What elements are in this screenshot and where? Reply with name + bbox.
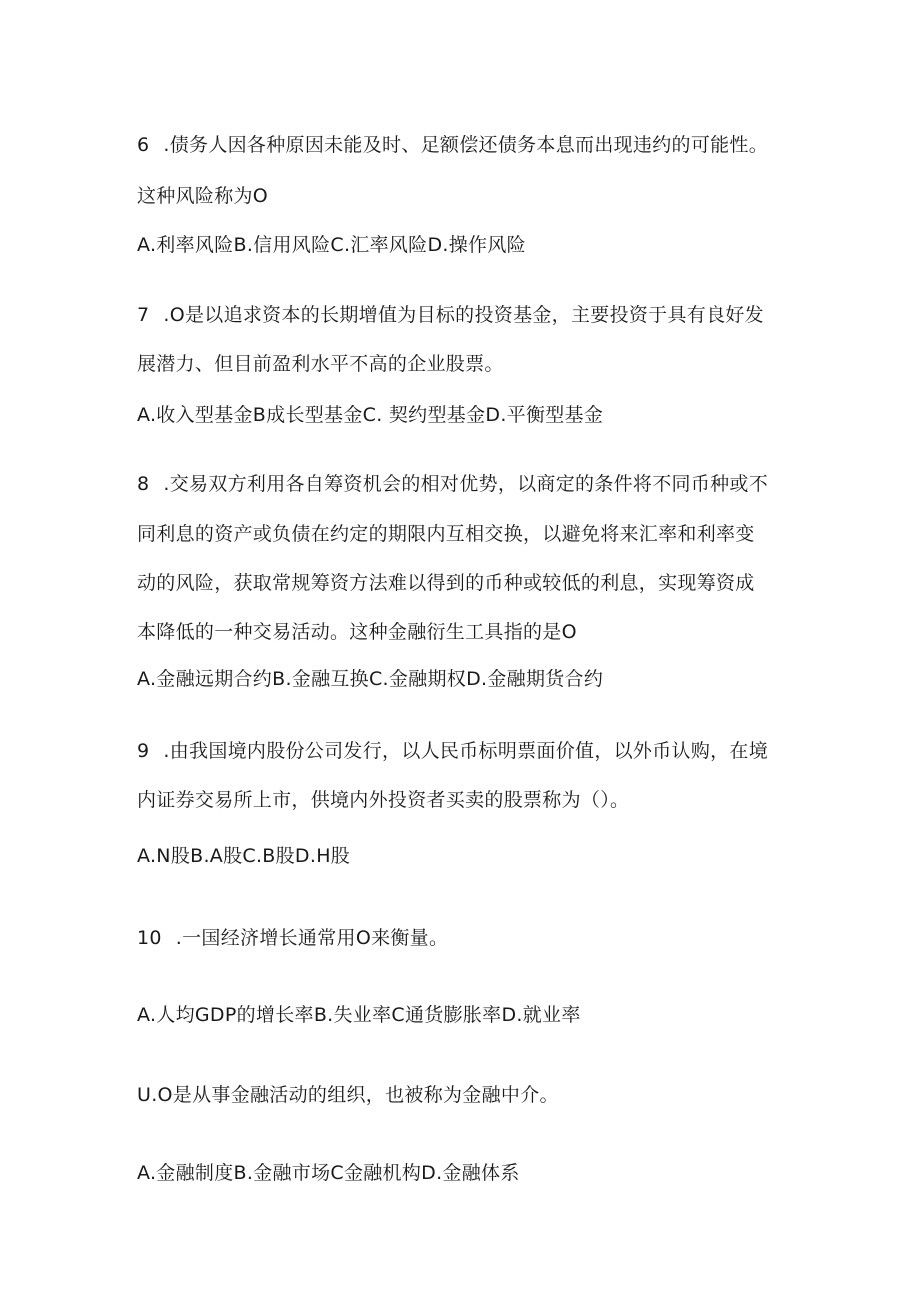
question-8-line-2: 同利息的资产或负债在约定的期限内互相交换，以避免将来汇率和利率变 — [137, 523, 755, 545]
question-text: .债务人因各种原因未能及时、足额偿还债务本息而出现违约的可能性。 — [163, 134, 769, 156]
question-7-options: A.收入型基金B成长型基金C. 契约型基金D.平衡型基金 — [137, 404, 604, 426]
question-8-line-4: 本降低的一种交易活动。这种金融衍生工具指的是O — [137, 621, 577, 643]
question-number: 6 — [137, 134, 150, 156]
question-8-options: A.金融远期合约B.金融互换C.金融期权D.金融期货合约 — [137, 668, 604, 690]
question-text: .由我国境内股份公司发行，以人民币标明票面价值，以外币认购，在境 — [163, 740, 769, 762]
question-text: .O是以追求资本的长期增值为目标的投资基金，主要投资于具有良好发 — [163, 304, 764, 326]
question-10-options: A.人均GDP的增长率B.失业率C通货膨胀率D.就业率 — [137, 1004, 581, 1026]
question-text: .交易双方利用各自筹资机会的相对优势，以商定的条件将不同币种或不 — [163, 473, 769, 495]
question-6-line-2: 这种风险称为O — [137, 185, 269, 207]
question-text: .一国经济增长通常用O来衡量。 — [175, 927, 449, 949]
question-number: 10 — [137, 927, 162, 949]
question-7-line-2: 展潜力、但目前盈利水平不高的企业股票。 — [137, 353, 504, 375]
question-7-line-1 — [137, 302, 764, 328]
question-10-line-1 — [137, 925, 448, 951]
question-number: 8 — [137, 473, 150, 495]
question-6-options: A.利率风险B.信用风险C.汇率风险D.操作风险 — [137, 234, 526, 256]
question-11-line-1: U.O是从事金融活动的组织，也被称为金融中介。 — [137, 1084, 559, 1106]
question-number: 7 — [137, 304, 150, 326]
question-9-line-2: 内证券交易所上市，供境内外投资者买卖的股票称为（）。 — [137, 789, 630, 811]
question-9-options: A.N股B.A股C.B股D.H股 — [137, 845, 351, 867]
question-number: 9 — [137, 740, 150, 762]
question-9-line-1 — [137, 738, 768, 764]
question-8-line-3: 动的风险，获取常规筹资方法难以得到的币种或较低的利息，实现筹资成 — [137, 572, 755, 594]
question-11-options: A.金融制度B.金融市场C金融机构D.金融体系 — [137, 1162, 520, 1184]
question-6-line-1 — [137, 132, 768, 158]
question-8-line-1 — [137, 471, 768, 497]
